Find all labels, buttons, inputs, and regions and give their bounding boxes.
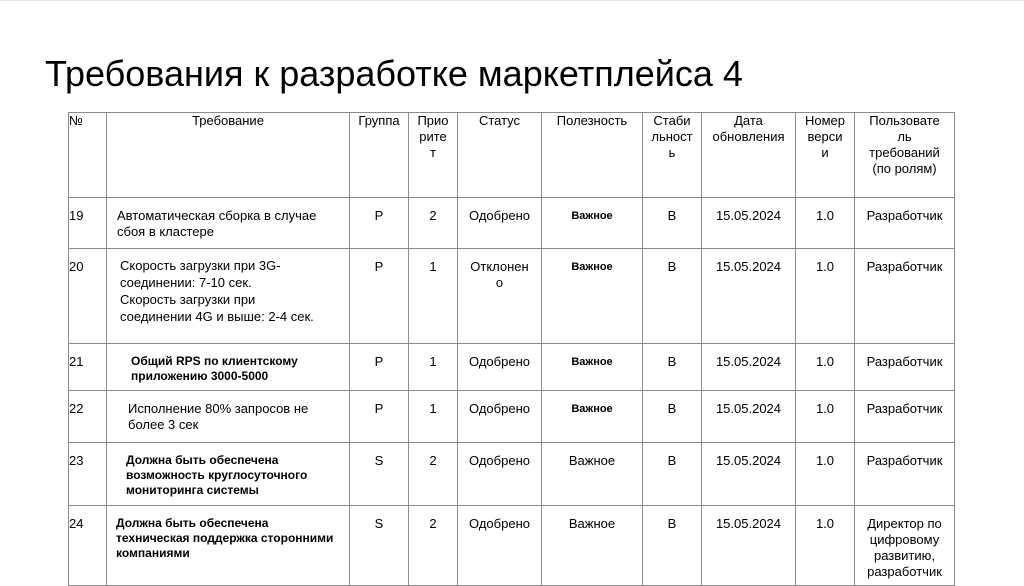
row-number: 24: [69, 506, 107, 586]
header-status: Статус: [458, 113, 542, 198]
table-row: [69, 443, 955, 506]
stability-cell: B: [643, 391, 702, 443]
version-cell: 1.0: [796, 506, 855, 586]
header-date: Дата обновления: [702, 113, 796, 198]
requirement-cell: Автоматическая сборка в случае сбоя в кластере: [107, 198, 350, 249]
date-cell: 15.05.2024: [702, 249, 796, 344]
priority-cell: 1: [409, 344, 458, 391]
priority-cell: 2: [409, 198, 458, 249]
usefulness-cell: Важное: [542, 344, 643, 391]
group-cell: P: [350, 344, 409, 391]
requirement-cell: Исполнение 80% запросов не более 3 сек: [107, 391, 350, 443]
header-group: Группа: [350, 113, 409, 198]
users-cell: Разработчик: [855, 198, 955, 249]
header-num: №: [69, 113, 107, 198]
version-cell: 1.0: [796, 344, 855, 391]
row-number: 22: [69, 391, 107, 443]
status-cell: Одобрено: [458, 391, 542, 443]
group-cell: P: [350, 198, 409, 249]
status-cell: Одобрено: [458, 443, 542, 506]
table-row: [69, 344, 955, 391]
requirements-table: [68, 112, 955, 586]
users-cell: Разработчик: [855, 443, 955, 506]
date-cell: 15.05.2024: [702, 391, 796, 443]
group-cell: P: [350, 249, 409, 344]
requirement-cell: Должна быть обеспечена возможность круглосуточного мониторинга системы: [107, 443, 350, 506]
header-usefulness: Полезность: [542, 113, 643, 198]
header-requirement: Требование: [107, 113, 350, 198]
header-version: Номер верси и: [796, 113, 855, 198]
usefulness-cell: Важное: [542, 443, 643, 506]
table-body: [69, 113, 955, 586]
users-cell: Разработчик: [855, 391, 955, 443]
group-cell: S: [350, 506, 409, 586]
usefulness-cell: Важное: [542, 391, 643, 443]
row-number: 19: [69, 198, 107, 249]
row-number: 21: [69, 344, 107, 391]
stability-cell: B: [643, 506, 702, 586]
row-number: 23: [69, 443, 107, 506]
users-cell: Разработчик: [855, 249, 955, 344]
stability-cell: B: [643, 443, 702, 506]
date-cell: 15.05.2024: [702, 443, 796, 506]
table-row: [69, 198, 955, 249]
table-row: [69, 391, 955, 443]
version-cell: 1.0: [796, 198, 855, 249]
users-cell: Директор по цифровому развитию, разработчик: [855, 506, 955, 586]
stability-cell: B: [643, 198, 702, 249]
usefulness-cell: Важное: [542, 249, 643, 344]
row-number: 20: [69, 249, 107, 344]
users-cell: Разработчик: [855, 344, 955, 391]
requirement-cell: Скорость загрузки при 3G- соединении: 7-10 сек. Скорость загрузки при соединении 4G и выше: 2-4 сек.: [107, 249, 350, 344]
header-users: Пользовате ль требований (по ролям): [855, 113, 955, 198]
date-cell: 15.05.2024: [702, 198, 796, 249]
group-cell: P: [350, 391, 409, 443]
priority-cell: 1: [409, 249, 458, 344]
priority-cell: 1: [409, 391, 458, 443]
requirement-cell: Общий RPS по клиентскому приложению 3000-5000: [107, 344, 350, 391]
priority-cell: 2: [409, 506, 458, 586]
date-cell: 15.05.2024: [702, 506, 796, 586]
usefulness-cell: Важное: [542, 198, 643, 249]
group-cell: S: [350, 443, 409, 506]
status-cell: Одобрено: [458, 198, 542, 249]
status-cell: Одобрено: [458, 506, 542, 586]
stability-cell: B: [643, 249, 702, 344]
header-priority: Прио рите т: [409, 113, 458, 198]
table-row: [69, 249, 955, 344]
status-cell: Отклонен о: [458, 249, 542, 344]
version-cell: 1.0: [796, 391, 855, 443]
page-title: Требования к разработке маркетплейса 4: [45, 53, 743, 94]
requirement-cell: Должна быть обеспечена техническая поддержка сторонними компаниями: [107, 506, 350, 586]
version-cell: 1.0: [796, 249, 855, 344]
usefulness-cell: Важное: [542, 506, 643, 586]
header-stability: Стаби льност ь: [643, 113, 702, 198]
top-divider: [0, 0, 1024, 1]
table-header-row: [69, 113, 955, 198]
stability-cell: B: [643, 344, 702, 391]
status-cell: Одобрено: [458, 344, 542, 391]
version-cell: 1.0: [796, 443, 855, 506]
date-cell: 15.05.2024: [702, 344, 796, 391]
priority-cell: 2: [409, 443, 458, 506]
